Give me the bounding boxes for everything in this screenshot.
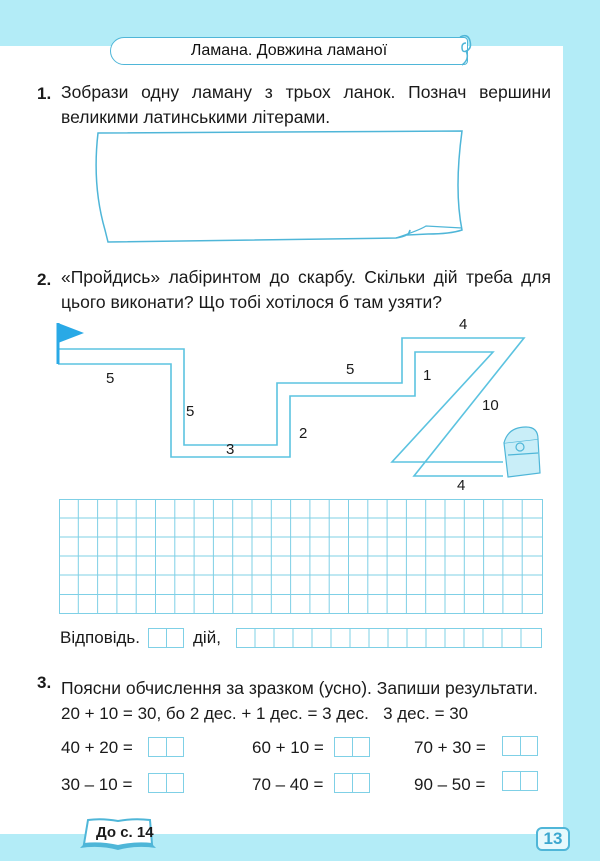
equation: 40 + 20 = [61, 738, 133, 757]
answer-text-input[interactable] [236, 628, 542, 648]
lesson-title: Ламана. Довжина ламаної [190, 42, 388, 59]
maze-segment-label: 10 [482, 397, 499, 414]
task-2-text: «Пройдись» лабіринтом до скарбу. Скільки дій треба для цього виконати? Що тобі хотілося б там узяти? [61, 267, 551, 312]
lesson-title-banner [110, 37, 468, 65]
maze-segment-label: 5 [186, 403, 195, 420]
task-3-text: Поясни обчислення за зразком (усно). Запиши результати. [61, 678, 539, 698]
maze-segment-label: 5 [346, 361, 355, 378]
maze-segment-label: 3 [226, 441, 235, 458]
start-flag-icon [58, 323, 84, 364]
equation: 60 + 10 = [252, 738, 324, 757]
equation: 70 + 30 = [414, 738, 486, 757]
scroll-curl-icon [456, 33, 478, 69]
maze-segment-label: 1 [423, 367, 432, 384]
task-1-text: Зобрази одну ламану з трьох ланок. Познач вершини великими латинськими літерами. [61, 82, 551, 127]
actions-count-input[interactable] [148, 628, 184, 648]
equation-answer-input[interactable] [334, 773, 370, 793]
reference-text: До с. 14 [96, 824, 154, 841]
equation: 90 – 50 = [414, 775, 486, 794]
equation-answer-input[interactable] [502, 771, 538, 791]
equation-answer-input[interactable] [334, 737, 370, 757]
textbook-reference [80, 818, 156, 857]
maze-segment-label: 4 [459, 316, 468, 333]
equation: 30 – 10 = [61, 775, 133, 794]
task-2-number: 2. [37, 270, 52, 289]
answer-suffix: дій, [193, 628, 221, 647]
answer-label: Відповідь. [60, 628, 141, 647]
drawing-area[interactable] [90, 130, 465, 245]
maze-segment-label: 2 [299, 425, 308, 442]
equation: 70 – 40 = [252, 775, 324, 794]
task-3-example: 20 + 10 = 30, бо 2 дес. + 1 дес. = 3 дес. 3 дес. = 30 [61, 704, 469, 723]
task-1-number: 1. [37, 84, 52, 103]
answer-grid[interactable] [59, 499, 543, 615]
equation-answer-input[interactable] [502, 736, 538, 756]
page-number: 13 [536, 827, 570, 851]
maze-segment-label: 5 [106, 370, 115, 387]
task-3-number: 3. [37, 673, 52, 692]
maze-segment-label: 4 [457, 477, 466, 494]
equation-answer-input[interactable] [148, 773, 184, 793]
equation-answer-input[interactable] [148, 737, 184, 757]
treasure-chest-icon [504, 427, 540, 477]
